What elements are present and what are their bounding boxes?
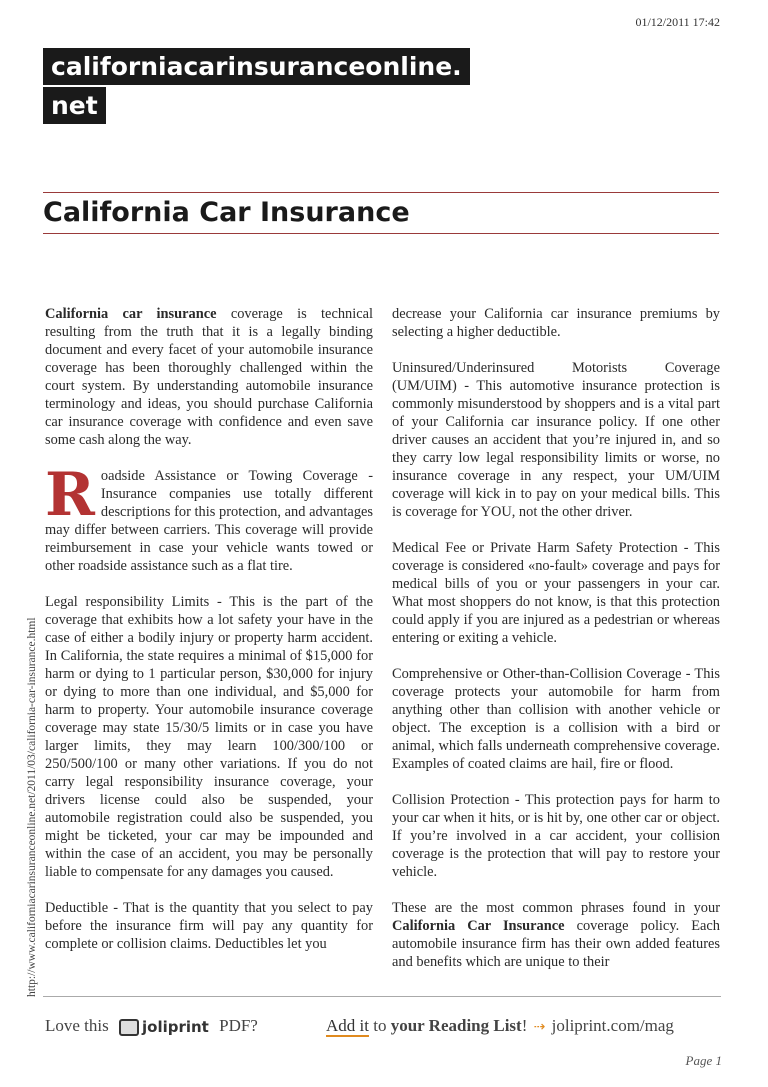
summary-bold: California Car Insurance <box>392 918 565 934</box>
site-name-line-2: net <box>43 87 106 124</box>
page-title: California Car Insurance <box>43 197 410 228</box>
article-column-right <box>392 305 720 971</box>
title-rule-bottom <box>43 233 719 234</box>
paragraph-collision: Collision Protection - This protection pays for harm to your car when it hits, or is hit by, one other car or object. If you’re involved in a car accident, your collision coverage is the protection that will pay to restore your vehicle. <box>392 792 720 880</box>
title-rule-top <box>43 192 719 193</box>
summary-text-a: These are the most common phrases found in your <box>392 900 720 916</box>
reading-list-link[interactable]: your Reading List <box>390 1016 522 1035</box>
intro-text: coverage is technical resulting from the truth that it is a legally binding document and every facet of your automobile insurance coverage has been thoroughly challenged within the court system. By understanding automobile insurance terminology and ideas, you should purchase California car insurance coverage with confidence and even save some cash along the way. <box>45 306 373 448</box>
pdf-text: PDF? <box>219 1016 258 1035</box>
joliprint-logo-text: joliprint <box>142 1018 209 1037</box>
drop-cap: R <box>45 460 95 530</box>
roadside-text: oadside Assistance or Towing Coverage - Insurance companies use totally different descriptions for this protection, and advantages may differ between carriers. This coverage will provide reimbursement in case your vehicle wants towed or other roadside assistance such as a flat tire. <box>45 468 373 574</box>
joliprint-logo[interactable] <box>119 1018 209 1036</box>
summary-text-b: coverage policy. Each automobile insurance firm has their own added features and benefits which are unique to their <box>392 918 720 970</box>
paragraph-uninsured: Uninsured/Underinsured Motorists Coverage (UM/UIM) - This automotive insurance protection is commonly misunderstood by shoppers and is a vital part of your California car insurance policy. If one other driver causes an accident that you’re injured in, and so they carry low legal responsibility limits or worse, no insurance coverage in any respect, your UM/UIM coverage will kick in to pay on your medical bills. This is coverage for YOU, not the other driver. <box>392 360 720 520</box>
bang-text: ! <box>521 1016 528 1035</box>
printer-icon <box>119 1019 139 1036</box>
site-name-badge <box>43 48 470 126</box>
to-text: to <box>368 1016 391 1035</box>
source-url: http://www.californiacarinsuranceonline.net/2011/03/california-car-insurance.html <box>26 617 38 997</box>
paragraph-summary <box>392 899 720 971</box>
page-number: Page 1 <box>685 1053 722 1068</box>
paragraph-comprehensive: Comprehensive or Other-than-Collision Coverage - This coverage protects your automobile for harm from anything other than collision with another vehicle or object. The exception is a collision with a bird or animal, which falls underneath comprehensive coverage. Examples of coated claims are hail, fire or flood. <box>392 666 720 772</box>
arrow-icon: ⇢ <box>533 1020 546 1035</box>
article-column-left <box>45 305 373 953</box>
paragraph-medical: Medical Fee or Private Harm Safety Protection - This coverage is considered «no-fault» coverage and pays for medical bills of you or your passengers in your car. What most shoppers do not know, is that this protection could apply if you are injured as a pedestrian or whereas entering or exiting a vehicle. <box>392 540 720 646</box>
paragraph-intro <box>45 305 373 449</box>
timestamp: 01/12/2011 17:42 <box>635 15 720 29</box>
site-name-line-1: californiacarinsuranceonline. <box>43 48 470 85</box>
joliprint-mag-link[interactable]: joliprint.com/mag <box>551 1016 674 1035</box>
footer-reading-list <box>326 1016 674 1036</box>
paragraph-deductible-cont: decrease your California car insurance premiums by selecting a higher deductible. <box>392 306 720 340</box>
paragraph-deductible: Deductible - That is the quantity that you select to pay before the insurance firm will pay any quantity for complete or collision claims. Deductibles let you <box>45 900 373 952</box>
footer-love-this <box>45 1016 258 1036</box>
add-it-link[interactable]: Add it <box>326 1016 369 1035</box>
paragraph-roadside <box>45 460 373 575</box>
footer-rule <box>43 996 721 997</box>
paragraph-liability: Legal responsibility Limits - This is the part of the coverage that exhibits how a lot safety your have in the case of either a bodily injury or property harm accident. In California, the state requires a minimal of $15,000 for harm or dying to 1 particular person, $30,000 for injury or dying to more than one individual, and $5,000 for harm to property. Your automobile insurance coverage coverage may state 15/30/5 limits or in case you have larger limits, they may learn 100/300/100 or 250/500/100 or many other variations. If you do not carry legal responsibility insurance coverage, your drivers license could also be suspended, your automobile registration could also be suspended, you might be ticketed, your car may be impounded and within the case of an accident, you may be personally liable to compensate for any damages you caused. <box>45 594 373 880</box>
love-this-text: Love this <box>45 1016 109 1035</box>
intro-bold: California car insurance <box>45 306 217 322</box>
